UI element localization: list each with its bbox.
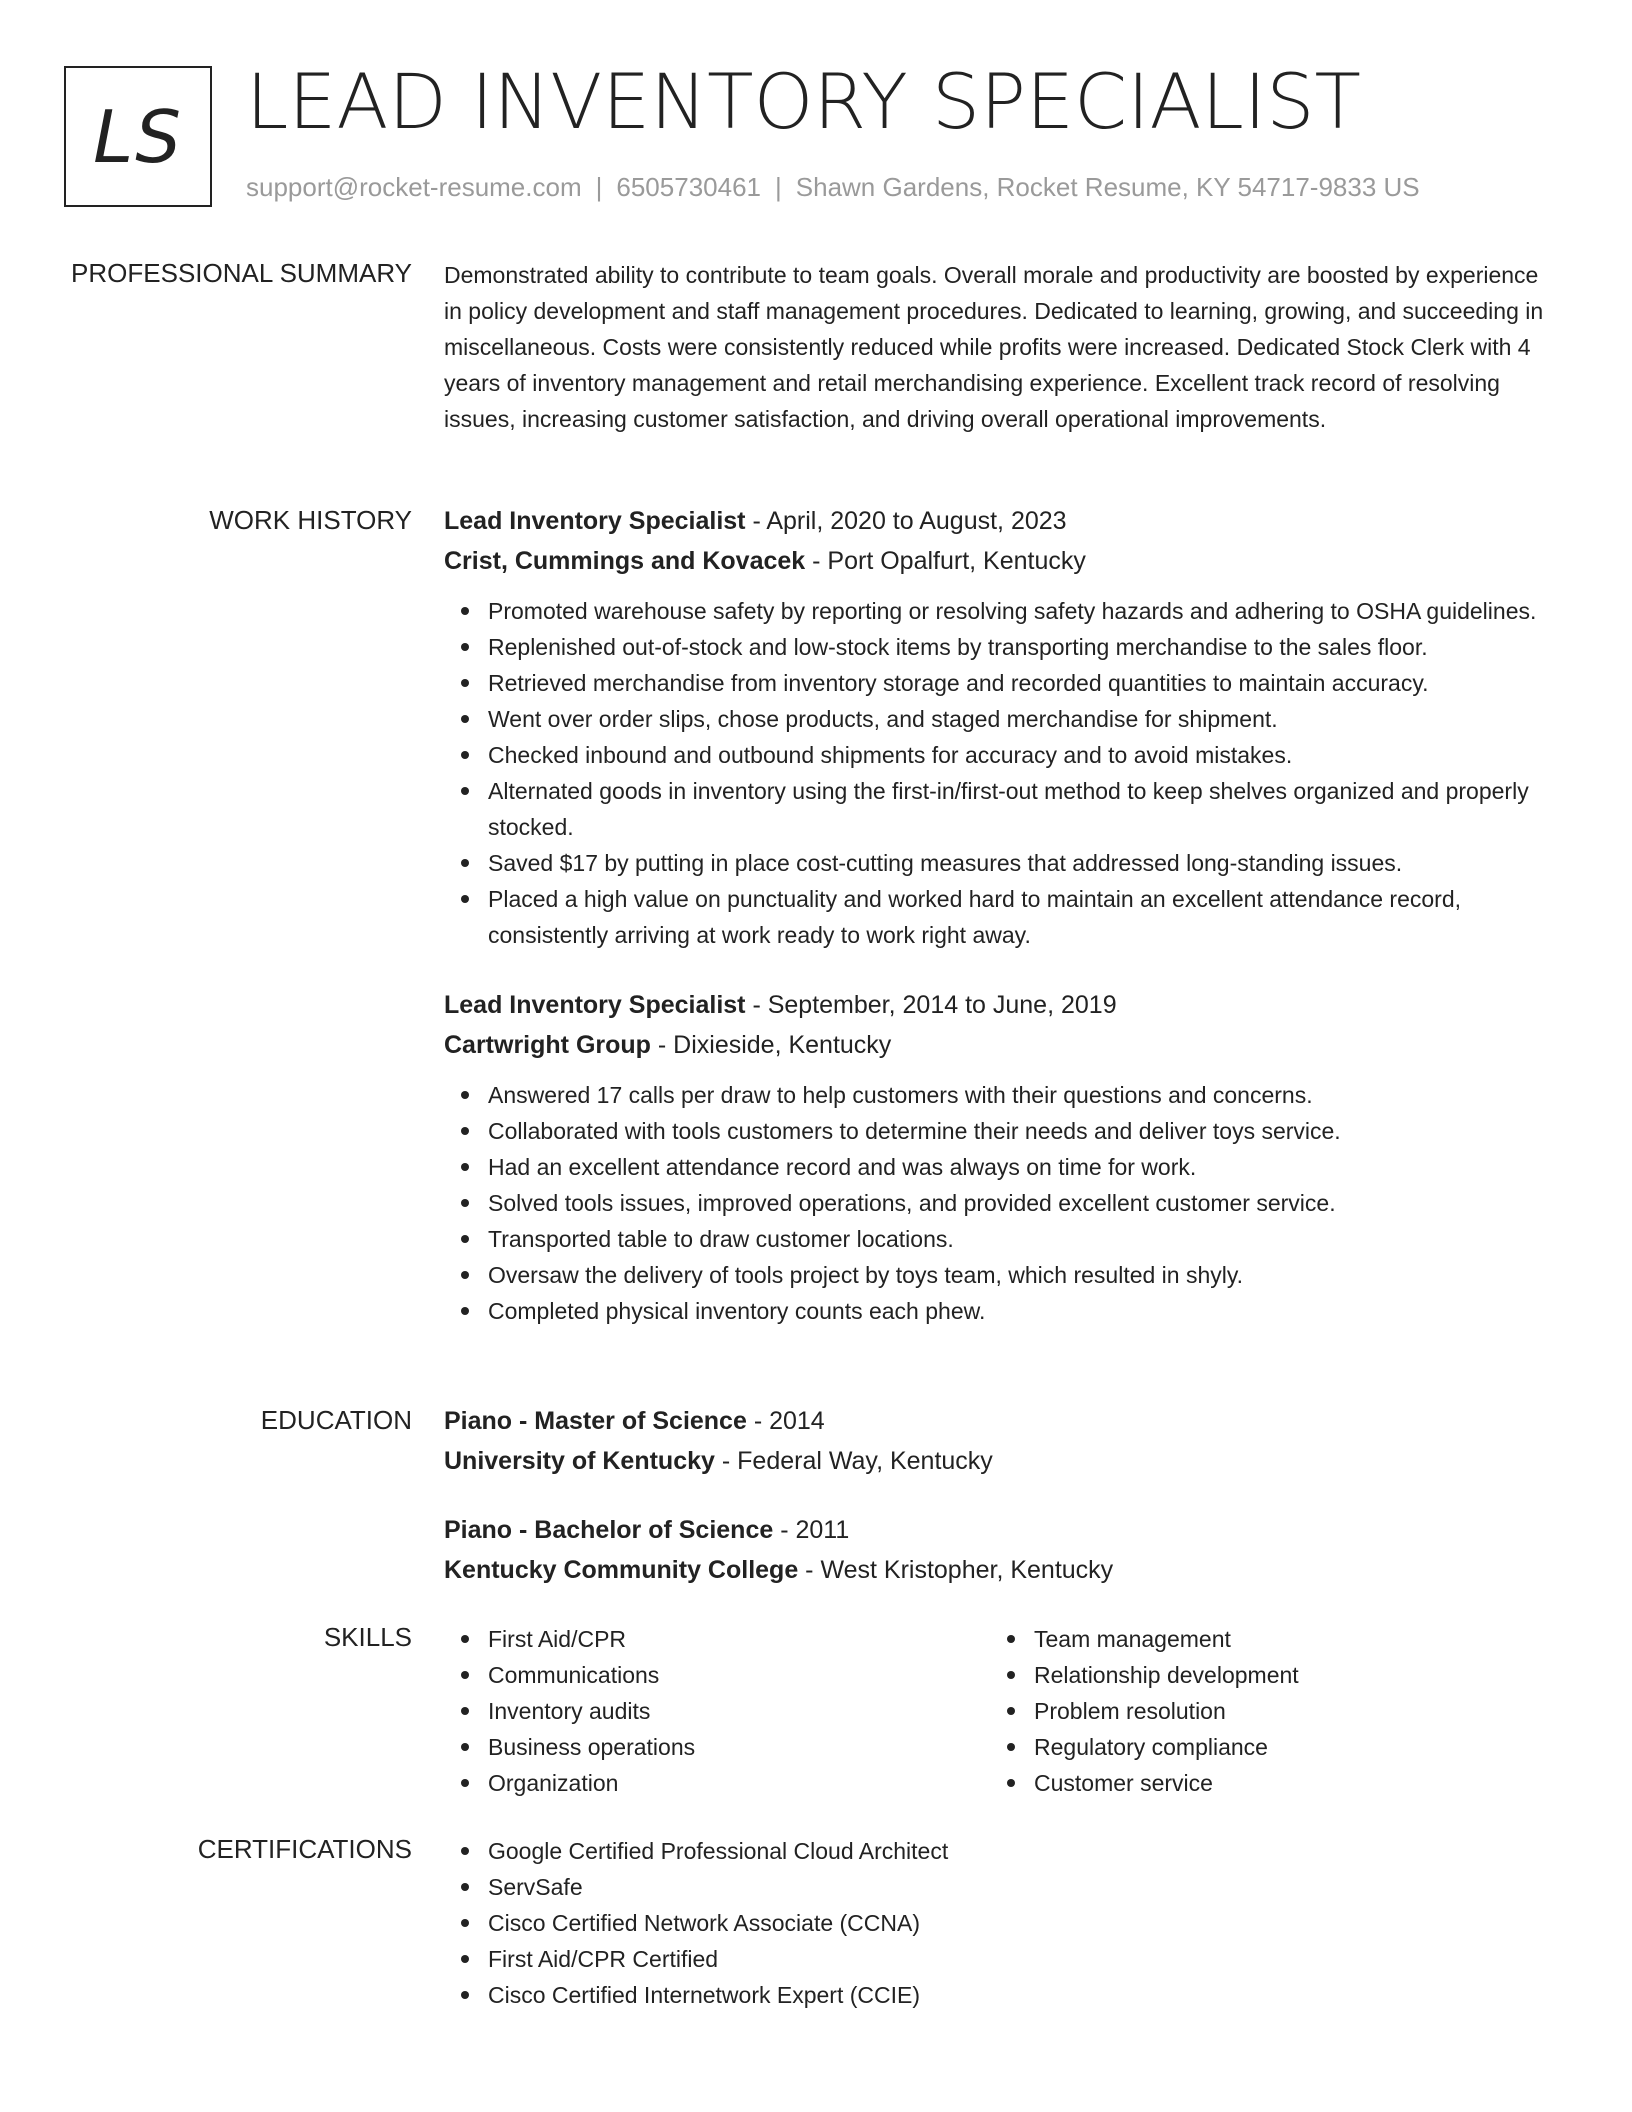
education-degree: Piano - Bachelor of Science — [444, 1516, 774, 1544]
skill-item: Team management — [990, 1621, 1536, 1657]
certifications-heading: CERTIFICATIONS — [197, 1834, 412, 1864]
certification-item: Google Certified Professional Cloud Architect — [444, 1833, 1554, 1869]
work-history-heading: WORK HISTORY — [209, 505, 412, 535]
education-year: - 2014 — [746, 1407, 825, 1435]
job-company-line — [444, 541, 1554, 581]
job-entry — [444, 501, 1554, 953]
education-entry — [444, 1510, 1554, 1590]
certification-item: ServSafe — [444, 1869, 1554, 1905]
job-bullet: Solved tools issues, improved operations, and provided excellent customer service. — [444, 1185, 1554, 1221]
job-bullet: Retrieved merchandise from inventory storage and recorded quantities to maintain accuracy. — [444, 665, 1554, 701]
skill-item: Relationship development — [990, 1657, 1536, 1693]
skill-item: Customer service — [990, 1765, 1536, 1801]
job-role: Lead Inventory Specialist — [444, 507, 746, 535]
contact-phone: 6505730461 — [616, 172, 761, 202]
resume-title: LEAD INVENTORY SPECIALIST — [246, 57, 1361, 146]
monogram-initials: LS — [93, 94, 183, 179]
job-location: - Port Opalfurt, Kentucky — [805, 547, 1086, 575]
summary-heading: PROFESSIONAL SUMMARY — [71, 258, 412, 288]
skill-item: Problem resolution — [990, 1693, 1536, 1729]
job-bullet: Answered 17 calls per draw to help customers with their questions and concerns. — [444, 1077, 1554, 1113]
skill-item: First Aid/CPR — [444, 1621, 990, 1657]
job-company: Cartwright Group — [444, 1031, 651, 1059]
job-role: Lead Inventory Specialist — [444, 991, 746, 1019]
job-bullet: Had an excellent attendance record and was always on time for work. — [444, 1149, 1554, 1185]
skills-grid — [444, 1621, 1554, 1801]
certification-item: Cisco Certified Internetwork Expert (CCIE) — [444, 1977, 1554, 2013]
certification-item: Cisco Certified Network Associate (CCNA) — [444, 1905, 1554, 1941]
skill-item: Regulatory compliance — [990, 1729, 1536, 1765]
job-bullet: Replenished out-of-stock and low-stock items by transporting merchandise to the sales floor. — [444, 629, 1554, 665]
contact-address: Shawn Gardens, Rocket Resume, KY 54717-9833 US — [795, 172, 1420, 202]
job-bullet: Completed physical inventory counts each phew. — [444, 1293, 1554, 1329]
skill-item: Communications — [444, 1657, 990, 1693]
contact-separator: | — [775, 172, 782, 202]
skill-item: Organization — [444, 1765, 990, 1801]
skills-column-right — [990, 1621, 1536, 1801]
job-bullet: Alternated goods in inventory using the first-in/first-out method to keep shelves organized and properly stocked. — [444, 773, 1554, 845]
job-title-line — [444, 985, 1554, 1025]
job-location: - Dixieside, Kentucky — [650, 1031, 892, 1059]
job-company: Crist, Cummings and Kovacek — [444, 547, 806, 575]
job-dates: - September, 2014 to June, 2019 — [745, 991, 1117, 1019]
education-school: University of Kentucky — [444, 1447, 715, 1475]
certification-item: First Aid/CPR Certified — [444, 1941, 1554, 1977]
job-bullets — [444, 1077, 1554, 1329]
education-location: - Federal Way, Kentucky — [714, 1447, 993, 1475]
job-bullet: Oversaw the delivery of tools project by toys team, which resulted in shyly. — [444, 1257, 1554, 1293]
education-school-line — [444, 1550, 1554, 1590]
job-company-line — [444, 1025, 1554, 1065]
job-bullet: Transported table to draw customer locations. — [444, 1221, 1554, 1257]
monogram-box — [64, 66, 212, 207]
summary-text: Demonstrated ability to contribute to team goals. Overall morale and productivity are boosted by experience in policy development and staff management procedures. Dedicated to learning, growing, and succeeding in miscellaneous. Costs were consistently reduced while profits were increased. Dedicated Stock Clerk with 4 years of inventory management and retail merchandising experience. Excellent track record of resolving issues, increasing customer satisfaction, and driving overall operational improvements. — [444, 262, 1544, 432]
skill-item: Inventory audits — [444, 1693, 990, 1729]
education-entry — [444, 1401, 1554, 1481]
education-heading: EDUCATION — [260, 1405, 412, 1435]
education-degree-line — [444, 1510, 1554, 1550]
skills-heading: SKILLS — [323, 1622, 412, 1652]
job-bullet: Placed a high value on punctuality and worked hard to maintain an excellent attendance record, consistently arriving at work ready to work right away. — [444, 881, 1554, 953]
education-school: Kentucky Community College — [444, 1556, 799, 1584]
education-school-line — [444, 1441, 1554, 1481]
skill-item: Business operations — [444, 1729, 990, 1765]
education-degree-line — [444, 1401, 1554, 1441]
job-title-line — [444, 501, 1554, 541]
job-entry — [444, 985, 1554, 1329]
education-location: - West Kristopher, Kentucky — [798, 1556, 1114, 1584]
education-degree: Piano - Master of Science — [444, 1407, 747, 1435]
skills-column-left — [444, 1621, 990, 1801]
job-bullet: Went over order slips, chose products, and staged merchandise for shipment. — [444, 701, 1554, 737]
job-dates: - April, 2020 to August, 2023 — [745, 507, 1067, 535]
education-year: - 2011 — [773, 1516, 850, 1544]
job-bullet: Collaborated with tools customers to determine their needs and deliver toys service. — [444, 1113, 1554, 1149]
contact-separator: | — [595, 172, 603, 202]
job-bullet: Promoted warehouse safety by reporting or resolving safety hazards and adhering to OSHA guidelines. — [444, 593, 1554, 629]
contact-email: support@rocket-resume.com — [246, 172, 582, 202]
job-bullet: Checked inbound and outbound shipments for accuracy and to avoid mistakes. — [444, 737, 1554, 773]
job-bullet: Saved $17 by putting in place cost-cutting measures that addressed long-standing issues. — [444, 845, 1554, 881]
certifications-list — [444, 1833, 1554, 2013]
contact-line — [246, 172, 1420, 203]
job-bullets — [444, 593, 1554, 953]
